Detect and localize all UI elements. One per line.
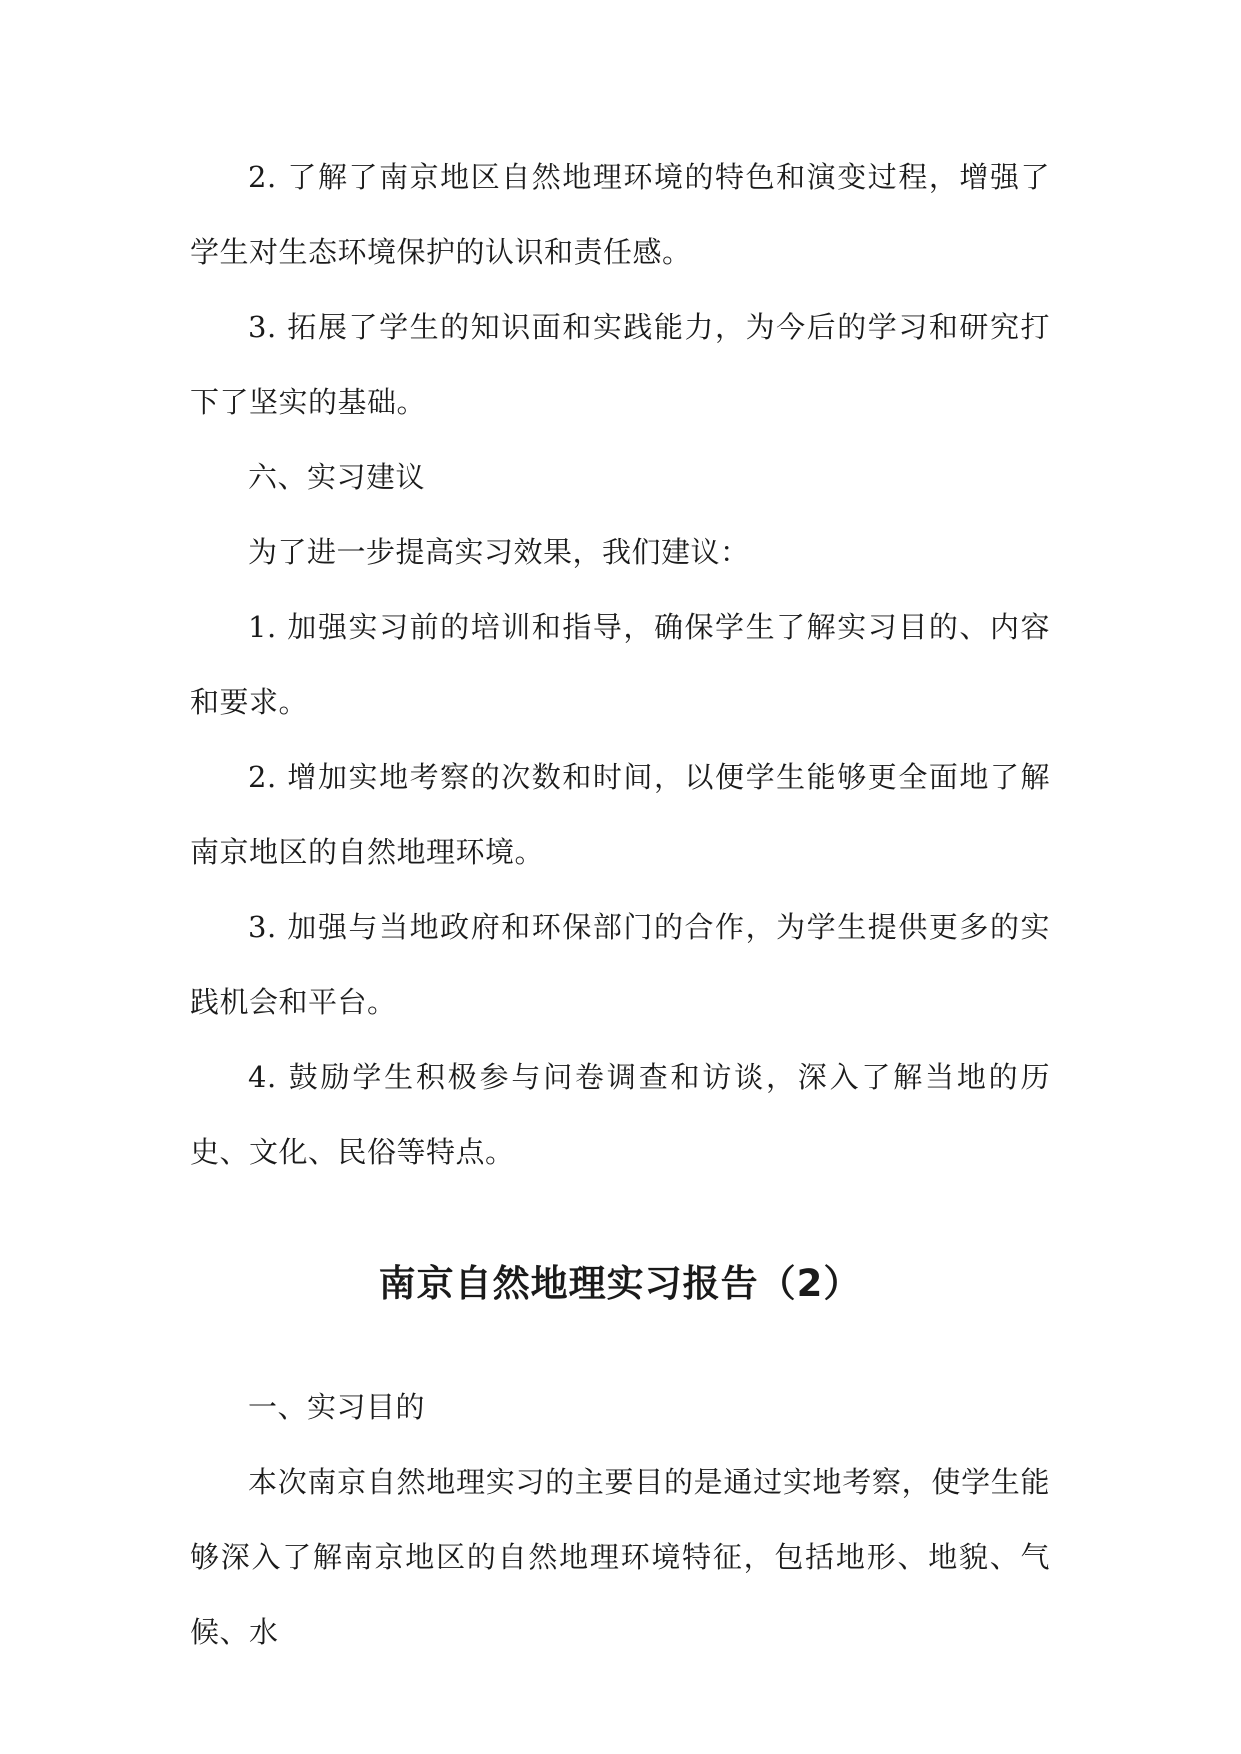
paragraph-suggestion-4: 4. 鼓励学生积极参与问卷调查和访谈，深入了解当地的历史、文化、民俗等特点。 [190, 1060, 1050, 1169]
paragraph-outcome-2: 2. 了解了南京地区自然地理环境的特色和演变过程，增强了学生对生态环境保护的认识和责任感。 [190, 160, 1050, 269]
paragraph-suggestion-2: 2. 增加实地考察的次数和时间，以便学生能够更全面地了解南京地区的自然地理环境。 [190, 760, 1050, 869]
paragraph-suggestion-1: 1. 加强实习前的培训和指导，确保学生了解实习目的、内容和要求。 [190, 610, 1050, 719]
paragraph-suggestion-3: 3. 加强与当地政府和环保部门的合作，为学生提供更多的实践机会和平台。 [190, 910, 1050, 1019]
paragraph-outcome-3: 3. 拓展了学生的知识面和实践能力，为今后的学习和研究打下了坚实的基础。 [190, 310, 1050, 419]
document-body [190, 140, 1050, 1670]
section-heading-suggestions: 六、实习建议 [248, 460, 426, 494]
report-title: 南京自然地理实习报告（2） [378, 1262, 862, 1305]
paragraph-suggestion-intro: 为了进一步提高实习效果，我们建议： [248, 535, 750, 569]
section-heading-purpose: 一、实习目的 [248, 1390, 426, 1424]
paragraph-purpose: 本次南京自然地理实习的主要目的是通过实地考察，使学生能够深入了解南京地区的自然地理环境特征，包括地形、地貌、气候、水 [190, 1465, 1050, 1649]
